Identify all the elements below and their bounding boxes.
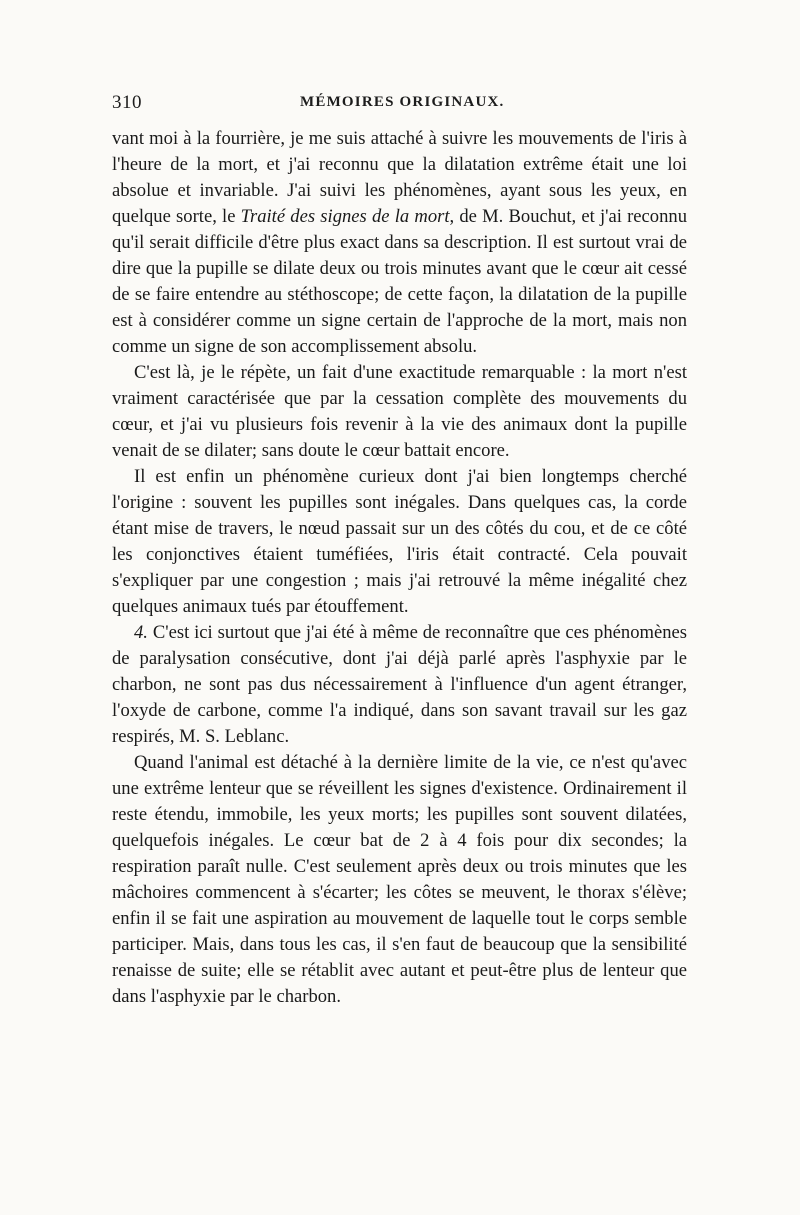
running-title: MÉMOIRES ORIGINAUX. bbox=[300, 94, 505, 110]
paragraph-text: vant moi à la fourrière, je me suis attaché à suivre les mouvements de l'iris à l'heure de la mort, et j'ai reconnu que la dilatation extrême était une loi absolue et invariable. J'ai suivi les phénomènes, ayant sous les yeux, en quelque sorte, le bbox=[112, 128, 687, 227]
page-header bbox=[112, 92, 687, 120]
paragraph-text: C'est ici surtout que j'ai été à même de reconnaître que ces phénomènes de paralysation consécutive, dont j'ai déjà parlé après l'asphyxie par le charbon, ne sont pas dus nécessairement à l'influence d'un agent étranger, l'oxyde de carbone, comme l'a indiqué, dans son savant travail sur les gaz respirés, M. S. Leblanc. bbox=[112, 622, 687, 747]
book-title-reference: Traité des signes de la mort bbox=[240, 206, 450, 227]
paragraph: Quand l'animal est détaché à la dernière limite de la vie, ce n'est qu'avec une extrême lenteur que se réveillent les signes d'existence. Ordinairement il reste étendu, immobile, les yeux morts; les pupilles sont souvent dilatées, quelquefois inégales. Le cœur bat de 2 à 4 fois pour dix secondes; la respiration paraît nulle. C'est seulement après deux ou trois minutes que les mâchoires commencent à s'écarter; les côtes se meuvent, le thorax s'élève; enfin il se fait une aspiration au mouvement de laquelle tout le corps semble participer. Mais, dans tous les cas, il s'en faut de beaucoup que la sensibilité renaisse de suite; elle se rétablit avec autant et peut-être plus de lenteur que dans l'asphyxie par le charbon. bbox=[112, 752, 687, 1007]
body-text bbox=[112, 126, 687, 1010]
paragraph: C'est là, je le répète, un fait d'une exactitude remarquable : la mort n'est vraiment caractérisée que par la cessation complète des mouvements du cœur, et j'ai vu plusieurs fois revenir à la vie des animaux dont la pupille venait de se dilater; sans doute le cœur battait encore. bbox=[112, 362, 687, 461]
page-number: 310 bbox=[112, 92, 142, 113]
section-number: 4. bbox=[134, 622, 148, 643]
numbered-paragraph bbox=[112, 620, 687, 750]
paragraph-continued bbox=[112, 126, 687, 360]
paragraph: Il est enfin un phénomène curieux dont j'ai bien longtemps cherché l'origine : souvent les pupilles sont inégales. Dans quelques cas, la corde étant mise de travers, le nœud passait sur un des côtés du cou, et de ce côté les conjonctives étaient tuméfiées, l'iris était contracté. Cela pouvait s'expliquer par une congestion ; mais j'ai retrouvé la même inégalité chez quelques animaux tués par étouffement. bbox=[112, 466, 687, 617]
paragraph-text: , de M. Bouchut, et j'ai reconnu qu'il serait difficile d'être plus exact dans sa description. Il est surtout vrai de dire que la pupille se dilate deux ou trois minutes avant que le cœur ait cessé de se faire entendre au stéthoscope; de cette façon, la dilatation de la pupille est à considérer comme un signe certain de l'approche de la mort, mais non comme un signe de son accomplissement absolu. bbox=[112, 206, 687, 357]
